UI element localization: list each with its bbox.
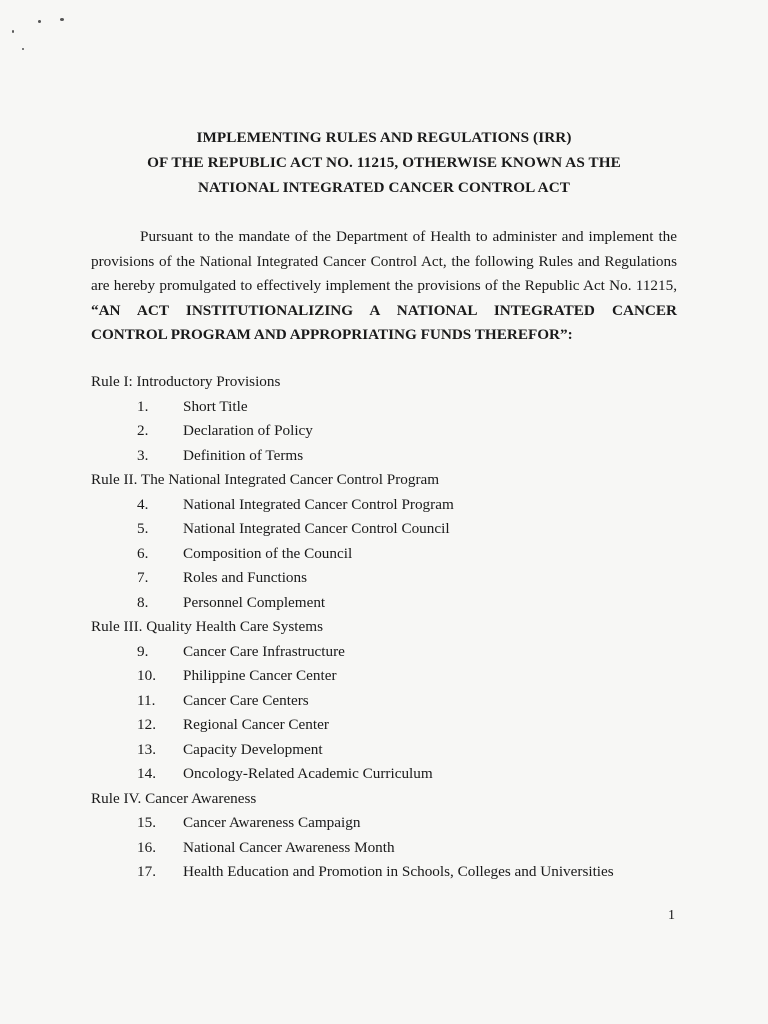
item-label: Definition of Terms [183,446,304,464]
toc-item [91,493,691,518]
item-number: 4. [137,495,149,513]
scan-speck [22,48,24,50]
item-number: 10. [137,667,156,684]
item-label: Cancer Awareness Campaign [183,814,361,831]
preamble-paragraph [91,225,677,348]
toc-item [91,444,691,469]
scan-speck [60,18,64,21]
item-label: National Integrated Cancer Control Program [183,495,454,513]
rule-heading: Rule I: Introductory Provisions [91,373,281,390]
item-label: Cancer Care Centers [183,691,309,709]
toc-item [91,689,691,714]
toc-item [91,811,691,836]
title-line-3: NATIONAL INTEGRATED CANCER CONTROL ACT [197,179,570,196]
item-number: 1. [137,397,149,415]
item-label: Roles and Functions [183,569,308,586]
preamble-act-title: “AN ACT INSTITUTIONALIZING A NATIONAL INTEGRATED CANCER CONTROL PROGRAM AND APPROPRIATING FUNDS THEREFOR”: [91,301,677,343]
document-title [0,125,768,200]
title-line-1: IMPLEMENTING RULES AND REGULATIONS (IRR) [196,129,572,146]
toc-item [91,836,691,861]
toc-item [91,566,691,591]
toc-item [91,517,691,542]
item-number: 17. [137,863,156,880]
item-number: 7. [137,569,149,586]
preamble-text: Pursuant to the mandate of the Department of Health to administer and implement the provisions of the National Integrated Cancer Control Act, the following Rules and Regulations are hereby promulgated to effectively implement the provisions of the Republic Act No. 11215, [91,228,677,294]
item-number: 12. [137,716,156,733]
toc-item [91,713,691,738]
toc-item [91,395,691,420]
toc-item [91,738,691,763]
item-number: 11. [137,691,156,709]
toc-item [91,762,691,787]
rule-heading: Rule IV. Cancer Awareness [91,789,257,807]
item-number: 15. [137,814,156,831]
item-number: 9. [137,642,149,660]
title-line-2: OF THE REPUBLIC ACT NO. 11215, OTHERWISE KNOWN AS THE [147,154,621,171]
rule-heading: Rule III. Quality Health Care Systems [91,618,323,635]
page-number: 1 [668,908,675,923]
table-of-contents [91,370,691,885]
item-label: Short Title [183,397,248,415]
item-number: 6. [137,544,149,562]
item-number: 13. [137,740,156,758]
item-number: 16. [137,838,156,856]
item-label: Capacity Development [183,740,323,758]
toc-item [91,419,691,444]
toc-item [91,860,691,885]
item-number: 14. [137,765,156,782]
item-label: Oncology-Related Academic Curriculum [183,765,433,782]
item-number: 3. [137,446,149,464]
item-number: 2. [137,422,149,439]
scan-speck [12,30,14,33]
item-label: Regional Cancer Center [183,716,329,733]
item-number: 5. [137,520,149,537]
item-label: National Cancer Awareness Month [183,838,395,856]
toc-item [91,640,691,665]
item-label: Composition of the Council [183,544,353,562]
item-label: Philippine Cancer Center [183,667,337,684]
toc-item [91,542,691,567]
scan-speck [38,20,41,23]
toc-item [91,664,691,689]
item-label: National Integrated Cancer Control Council [183,520,450,537]
item-label: Personnel Complement [183,593,326,611]
item-label: Cancer Care Infrastructure [183,642,345,660]
item-number: 8. [137,593,149,611]
item-label: Declaration of Policy [183,422,313,439]
toc-item [91,591,691,616]
item-label: Health Education and Promotion in Schools, Colleges and Universities [183,863,614,880]
rule-heading: Rule II. The National Integrated Cancer Control Program [91,471,440,488]
